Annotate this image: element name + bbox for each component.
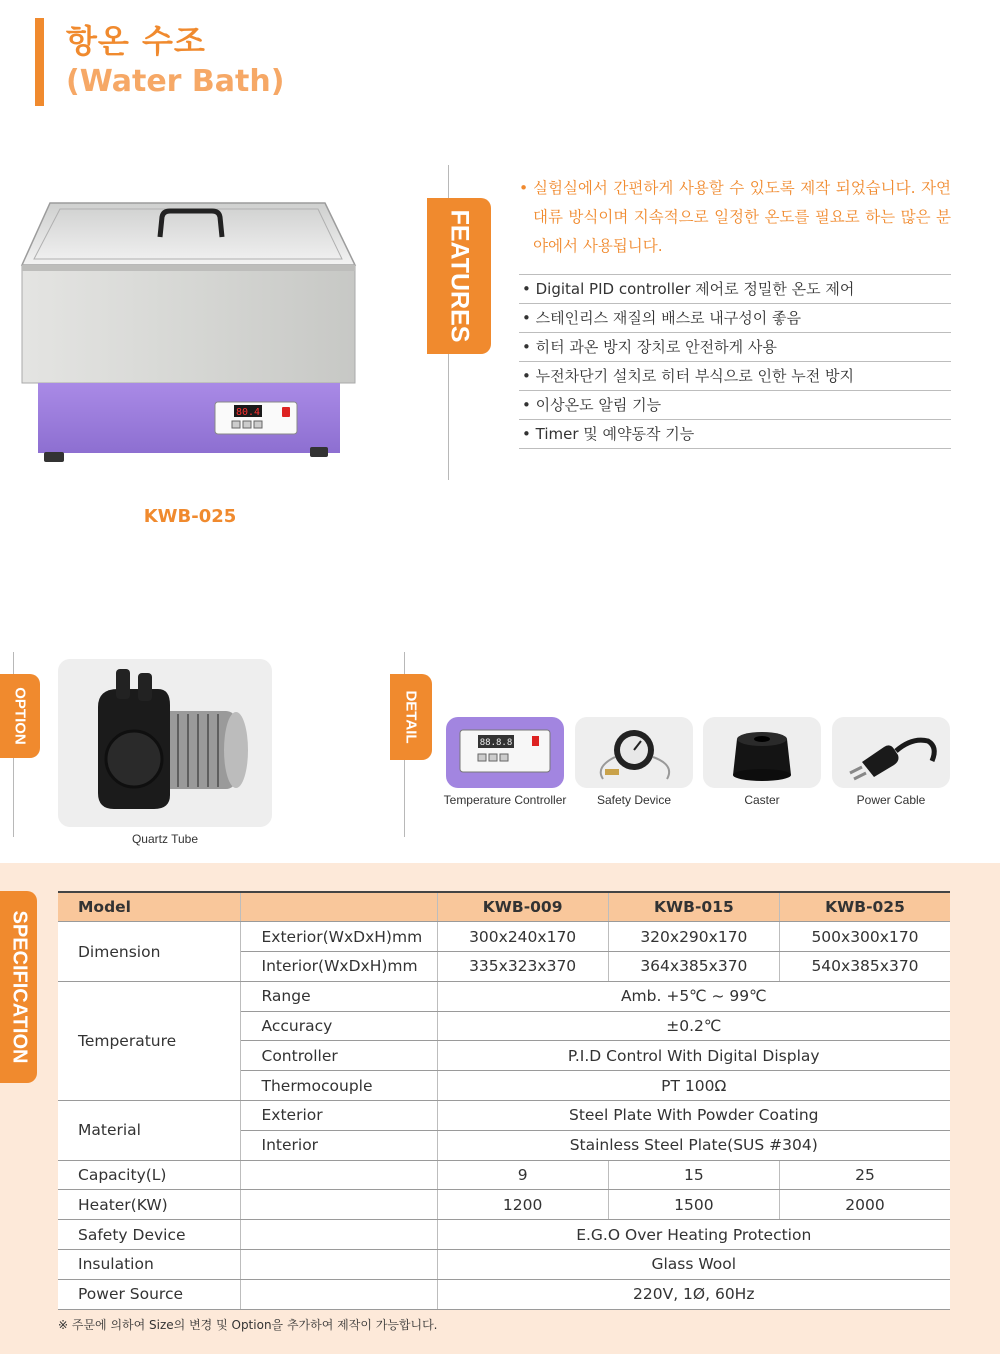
- sub-label-range: Range: [240, 981, 437, 1011]
- table-cell: Stainless Steel Plate(SUS #304): [437, 1130, 950, 1160]
- detail-tab-label: DETAIL: [402, 690, 420, 744]
- page-title-korean: 항온 수조: [66, 22, 206, 60]
- title-accent-bar: [35, 18, 44, 106]
- features-intro: [519, 174, 951, 261]
- row-label-material: Material: [58, 1101, 240, 1161]
- caster-foot-image: [703, 717, 821, 788]
- table-cell: 220V, 1Ø, 60Hz: [437, 1279, 950, 1309]
- table-cell: ±0.2℃: [437, 1011, 950, 1041]
- table-cell: 2000: [780, 1190, 951, 1220]
- feature-item: • Timer 및 예약동작 기능: [519, 420, 951, 449]
- table-row: [58, 1190, 950, 1220]
- empty-cell: [240, 1279, 437, 1309]
- sub-label-controller: Controller: [240, 1041, 437, 1071]
- empty-cell: [240, 1220, 437, 1250]
- features-list: [519, 274, 951, 449]
- table-row: [58, 1250, 950, 1280]
- specification-tab: [0, 891, 37, 1083]
- detail-card-temperature-controller: [446, 717, 564, 788]
- features-intro-text: 실험실에서 간편하게 사용할 수 있도록 제작 되었습니다. 자연대류 방식이며 지속적으로 일정한 온도를 필요로 하는 많은 분야에서 사용됩니다.: [533, 179, 951, 255]
- controller-display-reading: 88.8.8: [479, 738, 513, 748]
- table-cell: 9: [437, 1160, 608, 1190]
- table-header-row: [58, 892, 950, 922]
- table-row: [58, 1279, 950, 1309]
- table-row: [58, 1160, 950, 1190]
- product-model-caption: KWB-025: [143, 506, 237, 527]
- table-cell: E.G.O Over Heating Protection: [437, 1220, 950, 1250]
- table-cell: 320x290x170: [608, 922, 779, 952]
- page-title-english: (Water Bath): [66, 64, 285, 99]
- option-tab-label: OPTION: [11, 687, 29, 745]
- header-sub: [240, 892, 437, 922]
- table-cell: Amb. +5℃ ~ 99℃: [437, 981, 950, 1011]
- specification-table: [58, 891, 950, 1310]
- header-model: Model: [58, 892, 240, 922]
- header-model-kwb-025: KWB-025: [780, 892, 951, 922]
- feature-item: • Digital PID controller 제어로 정밀한 온도 제어: [519, 275, 951, 304]
- detail-card-power-cable: [832, 717, 950, 788]
- features-intro-bullet: •: [519, 179, 529, 197]
- detail-card-safety-device: [575, 717, 693, 788]
- sub-label-interior-dim: Interior(WxDxH)mm: [240, 952, 437, 982]
- table-cell: 1500: [608, 1190, 779, 1220]
- sub-label-accuracy: Accuracy: [240, 1011, 437, 1041]
- sub-label-thermocouple: Thermocouple: [240, 1071, 437, 1101]
- features-tab-label: FEATURES: [445, 209, 474, 343]
- option-tab: [0, 674, 40, 758]
- feature-item: • 히터 과온 방지 장치로 안전하게 사용: [519, 333, 951, 362]
- feature-item: • 누전차단기 설치로 히터 부식으로 인한 누전 방지: [519, 362, 951, 391]
- sub-label-exterior-dim: Exterior(WxDxH)mm: [240, 922, 437, 952]
- empty-cell: [240, 1190, 437, 1220]
- table-cell: Steel Plate With Powder Coating: [437, 1101, 950, 1131]
- table-cell: 364x385x370: [608, 952, 779, 982]
- table-row: [58, 1220, 950, 1250]
- detail-tab: [390, 674, 432, 760]
- table-cell: 500x300x170: [780, 922, 951, 952]
- row-label-capacity: Capacity(L): [58, 1160, 240, 1190]
- controller-image: [446, 717, 564, 788]
- row-label-dimension: Dimension: [58, 922, 240, 982]
- detail-item-label: Power Cable: [856, 793, 926, 807]
- table-cell: PT 100Ω: [437, 1071, 950, 1101]
- feature-item: • 이상온도 알림 기능: [519, 391, 951, 420]
- header-model-kwb-009: KWB-009: [437, 892, 608, 922]
- power-plug-image: [832, 717, 950, 788]
- row-label-temperature: Temperature: [58, 981, 240, 1100]
- table-cell: 335x323x370: [437, 952, 608, 982]
- table-cell: P.I.D Control With Digital Display: [437, 1041, 950, 1071]
- table-cell: 25: [780, 1160, 951, 1190]
- table-row: [58, 922, 950, 952]
- table-cell: 300x240x170: [437, 922, 608, 952]
- footnote: ※ 주문에 의하여 Size의 변경 및 Option을 추가하여 제작이 가능합니다.: [58, 1318, 438, 1332]
- table-cell: 1200: [437, 1190, 608, 1220]
- row-label-insulation: Insulation: [58, 1250, 240, 1280]
- table-row: [58, 1101, 950, 1131]
- pump-image: [58, 659, 272, 827]
- table-cell: 15: [608, 1160, 779, 1190]
- table-row: [58, 981, 950, 1011]
- header-model-kwb-015: KWB-015: [608, 892, 779, 922]
- option-card-quartz-tube: [58, 659, 272, 827]
- feature-item: • 스테인리스 재질의 배스로 내구성이 좋음: [519, 304, 951, 333]
- option-item-label: Quartz Tube: [131, 832, 199, 846]
- product-display-reading: 80.4: [235, 407, 261, 418]
- empty-cell: [240, 1160, 437, 1190]
- product-image-water-bath: [20, 195, 365, 470]
- table-cell: 540x385x370: [780, 952, 951, 982]
- table-cell: Glass Wool: [437, 1250, 950, 1280]
- detail-item-label: Safety Device: [596, 793, 672, 807]
- row-label-heater: Heater(KW): [58, 1190, 240, 1220]
- sub-label-exterior-material: Exterior: [240, 1101, 437, 1131]
- features-tab: [427, 198, 491, 354]
- row-label-power-source: Power Source: [58, 1279, 240, 1309]
- empty-cell: [240, 1250, 437, 1280]
- detail-item-label: Temperature Controller: [443, 793, 567, 807]
- sub-label-interior-material: Interior: [240, 1130, 437, 1160]
- row-label-safety-device: Safety Device: [58, 1220, 240, 1250]
- specification-tab-label: SPECIFICATION: [8, 910, 30, 1064]
- detail-card-caster: [703, 717, 821, 788]
- detail-item-label: Caster: [744, 793, 780, 807]
- thermostat-image: [575, 717, 693, 788]
